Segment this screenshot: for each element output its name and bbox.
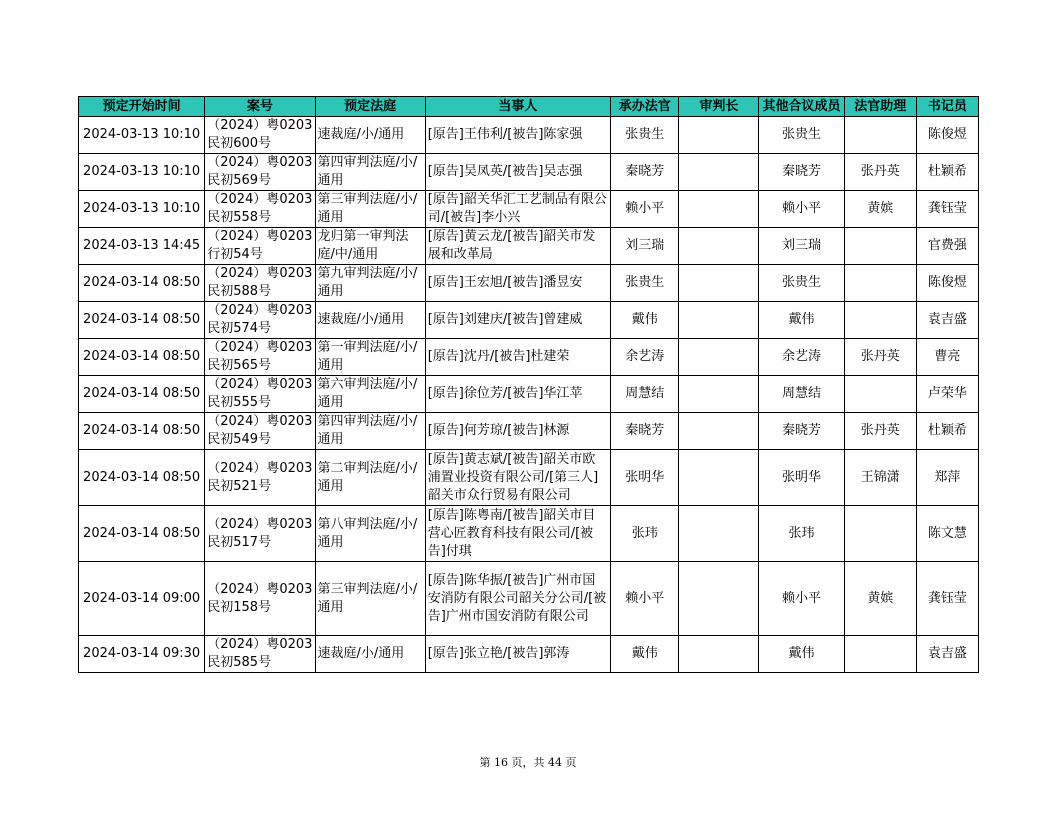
cell-judge-assistant: 黄嫔: [844, 562, 916, 636]
cell-panel-members: 刘三瑞: [759, 228, 844, 265]
table-row: [79, 562, 979, 636]
column-header-panel-members: 其他合议成员: [759, 97, 844, 117]
table-row: [79, 450, 979, 506]
cell-chief-judge: [679, 506, 759, 562]
cell-presiding-judge: 秦晓芳: [611, 154, 679, 191]
cell-start-time: 2024-03-14 09:30: [79, 636, 205, 673]
cell-clerk: 陈俊煜: [916, 117, 978, 154]
cell-presiding-judge: 张贵生: [611, 117, 679, 154]
cell-panel-members: 赖小平: [759, 191, 844, 228]
cell-clerk: 龚钰莹: [916, 562, 978, 636]
cell-judge-assistant: 张丹英: [844, 154, 916, 191]
cell-courtroom: 第一审判法庭/小/通用: [315, 339, 425, 376]
cell-clerk: 袁吉盛: [916, 636, 978, 673]
cell-parties: [原告]沈丹/[被告]杜建荣: [425, 339, 610, 376]
cell-panel-members: 余艺涛: [759, 339, 844, 376]
cell-case-number: （2024）粤0203民初521号: [205, 450, 315, 506]
column-header-judge-assistant: 法官助理: [844, 97, 916, 117]
cell-parties: [原告]黄志斌/[被告]韶关市欧浦置业投资有限公司/[第三人]韶关市众行贸易有限公司: [425, 450, 610, 506]
cell-chief-judge: [679, 191, 759, 228]
page-number: 第 16 页，共 44 页: [479, 756, 577, 769]
cell-judge-assistant: [844, 117, 916, 154]
cell-case-number: （2024）粤0203行初54号: [205, 228, 315, 265]
cell-case-number: （2024）粤0203民初517号: [205, 506, 315, 562]
cell-courtroom: 第三审判法庭/小/通用: [315, 562, 425, 636]
column-header-clerk: 书记员: [916, 97, 978, 117]
cell-start-time: 2024-03-14 08:50: [79, 265, 205, 302]
cell-courtroom: 速裁庭/小/通用: [315, 636, 425, 673]
table-row: [79, 117, 979, 154]
cell-start-time: 2024-03-14 09:00: [79, 562, 205, 636]
cell-courtroom: 速裁庭/小/通用: [315, 302, 425, 339]
cell-judge-assistant: 王锦潇: [844, 450, 916, 506]
cell-case-number: （2024）粤0203民初558号: [205, 191, 315, 228]
column-header-parties: 当事人: [425, 97, 610, 117]
cell-presiding-judge: 张贵生: [611, 265, 679, 302]
table-row: [79, 302, 979, 339]
cell-parties: [原告]吴凤英/[被告]吴志强: [425, 154, 610, 191]
cell-case-number: （2024）粤0203民初585号: [205, 636, 315, 673]
cell-presiding-judge: 刘三瑞: [611, 228, 679, 265]
cell-chief-judge: [679, 154, 759, 191]
cell-judge-assistant: 张丹英: [844, 413, 916, 450]
column-header-courtroom: 预定法庭: [315, 97, 425, 117]
cell-parties: [原告]陈粤南/[被告]韶关市目营心匠教育科技有限公司/[被告]付琪: [425, 506, 610, 562]
cell-chief-judge: [679, 562, 759, 636]
cell-clerk: 陈俊煜: [916, 265, 978, 302]
cell-judge-assistant: 张丹英: [844, 339, 916, 376]
table-row: [79, 191, 979, 228]
cell-presiding-judge: 周慧结: [611, 376, 679, 413]
cell-clerk: 卢荣华: [916, 376, 978, 413]
table-row: [79, 636, 979, 673]
cell-parties: [原告]韶关华汇工艺制品有限公司/[被告]李小兴: [425, 191, 610, 228]
cell-chief-judge: [679, 117, 759, 154]
cell-clerk: 官费强: [916, 228, 978, 265]
cell-presiding-judge: 戴伟: [611, 636, 679, 673]
cell-judge-assistant: [844, 636, 916, 673]
cell-clerk: 曹亮: [916, 339, 978, 376]
cell-panel-members: 张贵生: [759, 265, 844, 302]
cell-courtroom: 龙归第一审判法庭/中/通用: [315, 228, 425, 265]
cell-panel-members: 周慧结: [759, 376, 844, 413]
table-row: [79, 228, 979, 265]
cell-courtroom: 第九审判法庭/小/通用: [315, 265, 425, 302]
cell-case-number: （2024）粤0203民初600号: [205, 117, 315, 154]
table-header-row: [79, 97, 979, 117]
cell-case-number: （2024）粤0203民初588号: [205, 265, 315, 302]
cell-judge-assistant: [844, 228, 916, 265]
table-row: [79, 413, 979, 450]
cell-clerk: 郑萍: [916, 450, 978, 506]
cell-panel-members: 赖小平: [759, 562, 844, 636]
cell-start-time: 2024-03-13 10:10: [79, 117, 205, 154]
cell-courtroom: 第八审判法庭/小/通用: [315, 506, 425, 562]
cell-parties: [原告]张立艳/[被告]郭涛: [425, 636, 610, 673]
hearing-schedule-table: [78, 96, 979, 673]
cell-case-number: （2024）粤0203民初565号: [205, 339, 315, 376]
cell-clerk: 龚钰莹: [916, 191, 978, 228]
cell-chief-judge: [679, 450, 759, 506]
cell-panel-members: 戴伟: [759, 302, 844, 339]
cell-start-time: 2024-03-14 08:50: [79, 376, 205, 413]
cell-parties: [原告]王宏旭/[被告]潘昱安: [425, 265, 610, 302]
column-header-presiding-judge: 承办法官: [611, 97, 679, 117]
cell-case-number: （2024）粤0203民初555号: [205, 376, 315, 413]
cell-chief-judge: [679, 376, 759, 413]
cell-chief-judge: [679, 228, 759, 265]
cell-panel-members: 张明华: [759, 450, 844, 506]
cell-judge-assistant: [844, 376, 916, 413]
cell-presiding-judge: 赖小平: [611, 191, 679, 228]
cell-presiding-judge: 秦晓芳: [611, 413, 679, 450]
cell-courtroom: 第四审判法庭/小/通用: [315, 154, 425, 191]
table-row: [79, 265, 979, 302]
cell-panel-members: 秦晓芳: [759, 413, 844, 450]
cell-chief-judge: [679, 265, 759, 302]
cell-chief-judge: [679, 339, 759, 376]
cell-panel-members: 张玮: [759, 506, 844, 562]
cell-start-time: 2024-03-14 08:50: [79, 450, 205, 506]
cell-presiding-judge: 张玮: [611, 506, 679, 562]
cell-judge-assistant: 黄嫔: [844, 191, 916, 228]
cell-presiding-judge: 戴伟: [611, 302, 679, 339]
cell-presiding-judge: 张明华: [611, 450, 679, 506]
cell-start-time: 2024-03-14 08:50: [79, 413, 205, 450]
cell-presiding-judge: 赖小平: [611, 562, 679, 636]
cell-case-number: （2024）粤0203民初574号: [205, 302, 315, 339]
cell-start-time: 2024-03-14 08:50: [79, 339, 205, 376]
cell-panel-members: 戴伟: [759, 636, 844, 673]
cell-clerk: 陈文慧: [916, 506, 978, 562]
cell-chief-judge: [679, 636, 759, 673]
cell-courtroom: 第六审判法庭/小/通用: [315, 376, 425, 413]
cell-start-time: 2024-03-14 08:50: [79, 506, 205, 562]
column-header-case-number: 案号: [205, 97, 315, 117]
cell-chief-judge: [679, 413, 759, 450]
table-row: [79, 339, 979, 376]
cell-panel-members: 张贵生: [759, 117, 844, 154]
column-header-start-time: 预定开始时间: [79, 97, 205, 117]
cell-panel-members: 秦晓芳: [759, 154, 844, 191]
cell-clerk: 杜颖希: [916, 154, 978, 191]
cell-start-time: 2024-03-13 14:45: [79, 228, 205, 265]
cell-parties: [原告]陈华振/[被告]广州市国安消防有限公司韶关分公司/[被告]广州市国安消防有限公司: [425, 562, 610, 636]
cell-clerk: 杜颖希: [916, 413, 978, 450]
cell-parties: [原告]刘建庆/[被告]曾建威: [425, 302, 610, 339]
cell-clerk: 袁吉盛: [916, 302, 978, 339]
cell-presiding-judge: 余艺涛: [611, 339, 679, 376]
cell-parties: [原告]王伟利/[被告]陈家强: [425, 117, 610, 154]
cell-judge-assistant: [844, 265, 916, 302]
cell-judge-assistant: [844, 506, 916, 562]
column-header-chief-judge: 审判长: [679, 97, 759, 117]
cell-case-number: （2024）粤0203民初158号: [205, 562, 315, 636]
cell-parties: [原告]徐位芳/[被告]华江苹: [425, 376, 610, 413]
table-row: [79, 376, 979, 413]
cell-case-number: （2024）粤0203民初569号: [205, 154, 315, 191]
cell-parties: [原告]黄云龙/[被告]韶关市发展和改革局: [425, 228, 610, 265]
cell-chief-judge: [679, 302, 759, 339]
cell-courtroom: 第四审判法庭/小/通用: [315, 413, 425, 450]
cell-courtroom: 第二审判法庭/小/通用: [315, 450, 425, 506]
table-row: [79, 154, 979, 191]
cell-courtroom: 第三审判法庭/小/通用: [315, 191, 425, 228]
cell-start-time: 2024-03-14 08:50: [79, 302, 205, 339]
cell-case-number: （2024）粤0203民初549号: [205, 413, 315, 450]
cell-parties: [原告]何芳琼/[被告]林源: [425, 413, 610, 450]
cell-courtroom: 速裁庭/小/通用: [315, 117, 425, 154]
cell-judge-assistant: [844, 302, 916, 339]
table-row: [79, 506, 979, 562]
cell-start-time: 2024-03-13 10:10: [79, 154, 205, 191]
cell-start-time: 2024-03-13 10:10: [79, 191, 205, 228]
